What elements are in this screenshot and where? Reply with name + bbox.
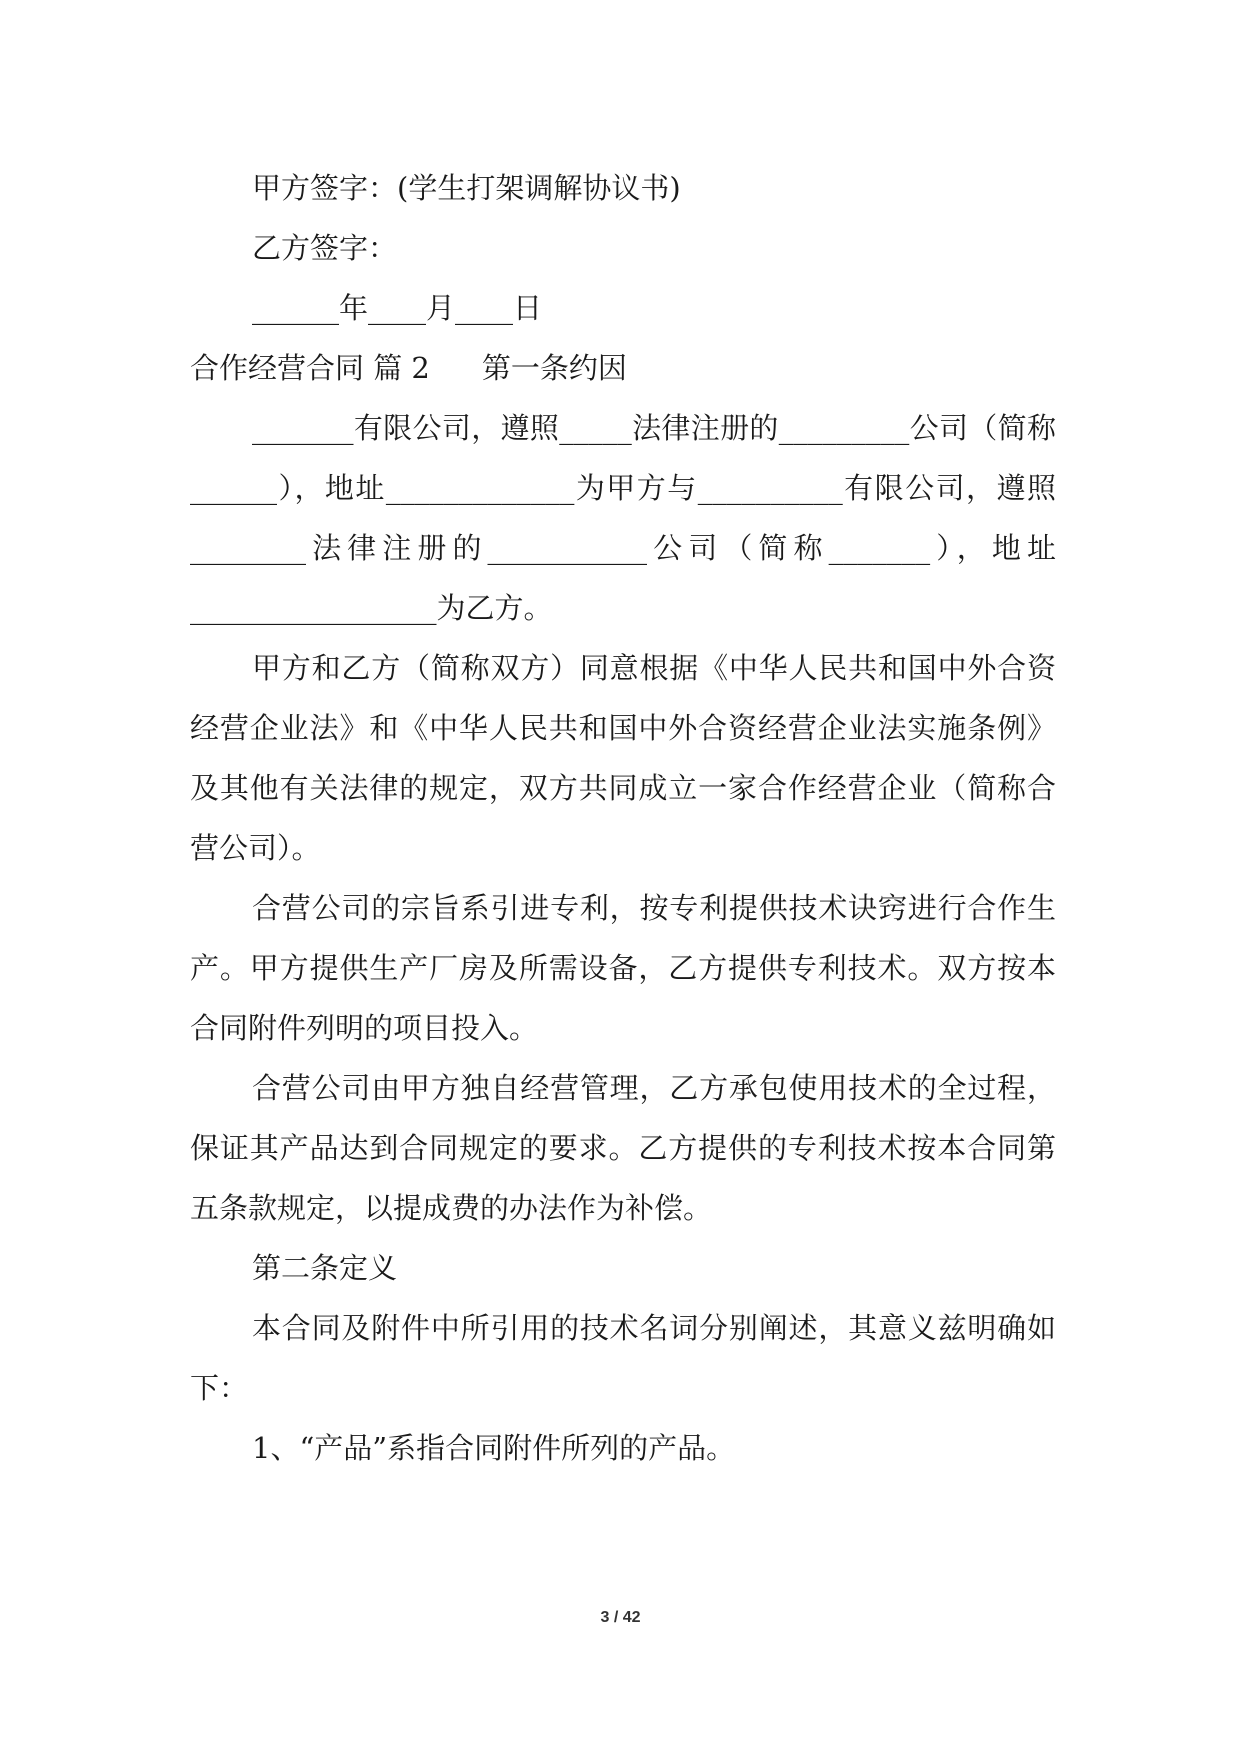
- paragraph-definitions: 本合同及附件中所引用的技术名词分别阐述，其意义兹明确如下：: [190, 1311, 1056, 1405]
- signature-party-a: 甲方签字：(学生打架调解协议书): [252, 171, 681, 205]
- paragraph-purpose: 合营公司的宗旨系引进专利，按专利提供技术诀窍进行合作生产。甲方提供生产厂房及所需设备，乙方提供专利技术。双方按本合同附件列明的项目投入。: [190, 891, 1056, 1045]
- article-2-title: 第二条定义: [252, 1251, 398, 1285]
- article-1-title: 第一条约因: [481, 351, 627, 385]
- definition-item-1: 1、“产品”系指合同附件所列的产品。: [252, 1431, 736, 1465]
- contract-title: 合作经营合同 篇 2: [190, 351, 430, 385]
- paragraph-management: 合营公司由甲方独自经营管理，乙方承包使用技术的全过程，保证其产品达到合同规定的要求。乙方提供的专利技术按本合同第五条款规定，以提成费的办法作为补偿。: [190, 1071, 1056, 1225]
- section-heading: [190, 338, 1056, 398]
- date-line: ______年____月____日: [252, 291, 543, 325]
- paragraph-parties: _______有限公司，遵照_____法律注册的_________公司（简称______），地址_____________为甲方与__________有限公司，遵照________法律注册的___________公司（简称_______），地址_________________为乙方。: [190, 411, 1056, 625]
- page-number: 3 / 42: [600, 1609, 641, 1626]
- signature-party-b: 乙方签字：: [252, 231, 398, 265]
- paragraph-legal-basis: 甲方和乙方（简称双方）同意根据《中华人民共和国中外合资经营企业法》和《中华人民共和国中外合资经营企业法实施条例》及其他有关法律的规定，双方共同成立一家合作经营企业（简称合营公司）。: [190, 651, 1056, 865]
- document-body: [190, 158, 1056, 1478]
